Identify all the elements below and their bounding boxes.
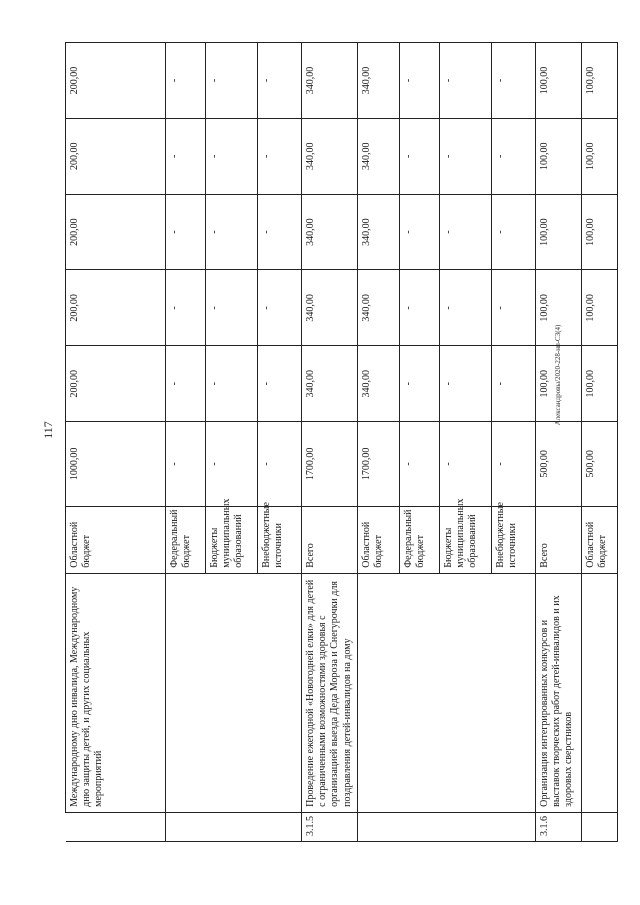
total-amount: -	[258, 422, 302, 507]
year-3-amount: 200,00	[66, 194, 166, 270]
year-1-amount: -	[258, 346, 302, 422]
year-4-amount: 100,00	[581, 118, 617, 194]
year-3-amount: -	[166, 194, 206, 270]
table-body	[66, 43, 618, 842]
year-2-amount: -	[491, 270, 535, 346]
activity-name	[357, 573, 399, 812]
year-4-amount: 340,00	[302, 118, 358, 194]
year-1-amount: -	[491, 346, 535, 422]
year-3-amount: -	[491, 194, 535, 270]
year-5-amount: -	[491, 43, 535, 119]
year-4-amount: -	[206, 118, 258, 194]
row-index: 3.1.5	[302, 812, 358, 841]
year-1-amount: 340,00	[357, 346, 399, 422]
year-5-amount: 100,00	[535, 43, 581, 119]
year-4-amount: 340,00	[357, 118, 399, 194]
total-amount: -	[206, 422, 258, 507]
document-code: Александровы/2020-228-нп-СЗ(4)	[554, 324, 562, 426]
year-2-amount: -	[258, 270, 302, 346]
year-4-amount: 100,00	[535, 118, 581, 194]
year-1-amount: -	[166, 346, 206, 422]
activity-name	[439, 573, 491, 812]
funding-source: Внебюджетные источники	[491, 506, 535, 573]
funding-source: Федеральный бюджет	[166, 506, 206, 573]
funding-source: Федеральный бюджет	[399, 506, 439, 573]
table-row	[357, 43, 399, 842]
total-amount: -	[166, 422, 206, 507]
year-1-amount: -	[399, 346, 439, 422]
year-2-amount: -	[206, 270, 258, 346]
activity-name: Международному дню инвалида, Международному дню защиты детей, и других социальных мероприятий	[66, 573, 166, 812]
funding-source: Областной бюджет	[581, 506, 617, 573]
total-amount: 500,00	[581, 422, 617, 507]
total-amount: 1700,00	[357, 422, 399, 507]
table-row	[439, 43, 491, 842]
table-row	[166, 43, 206, 842]
funding-source: Бюджеты муниципальных образований	[206, 506, 258, 573]
row-index	[166, 812, 206, 841]
year-4-amount: -	[439, 118, 491, 194]
year-5-amount: 340,00	[302, 43, 358, 119]
year-2-amount: 200,00	[66, 270, 166, 346]
budget-table	[65, 42, 618, 842]
year-1-amount: -	[439, 346, 491, 422]
funding-source: Бюджеты муниципальных образований	[439, 506, 491, 573]
year-3-amount: -	[399, 194, 439, 270]
table-row	[491, 43, 535, 842]
year-2-amount: -	[439, 270, 491, 346]
row-index	[357, 812, 399, 841]
year-3-amount: -	[206, 194, 258, 270]
year-5-amount: -	[206, 43, 258, 119]
total-amount: 1000,00	[66, 422, 166, 507]
year-1-amount: 340,00	[302, 346, 358, 422]
year-1-amount: 100,00	[535, 346, 581, 422]
table-row	[399, 43, 439, 842]
activity-name	[166, 573, 206, 812]
table-row	[535, 43, 581, 842]
row-index	[206, 812, 258, 841]
total-amount: 500,00	[535, 422, 581, 507]
funding-source: Областной бюджет	[357, 506, 399, 573]
table-row	[206, 43, 258, 842]
year-1-amount: 100,00	[581, 346, 617, 422]
row-index: 3.1.6	[535, 812, 581, 841]
year-1-amount: 200,00	[66, 346, 166, 422]
row-index	[66, 812, 166, 841]
row-index	[581, 812, 617, 841]
row-index	[258, 812, 302, 841]
year-4-amount: -	[399, 118, 439, 194]
row-index	[399, 812, 439, 841]
funding-source: Всего	[535, 506, 581, 573]
year-2-amount: 340,00	[302, 270, 358, 346]
year-3-amount: 100,00	[535, 194, 581, 270]
total-amount: -	[399, 422, 439, 507]
activity-name	[206, 573, 258, 812]
activity-name	[258, 573, 302, 812]
activity-name	[399, 573, 439, 812]
year-5-amount: -	[258, 43, 302, 119]
year-3-amount: 340,00	[302, 194, 358, 270]
row-index	[439, 812, 491, 841]
year-1-amount: -	[206, 346, 258, 422]
year-2-amount: 100,00	[535, 270, 581, 346]
year-4-amount: -	[258, 118, 302, 194]
year-5-amount: 100,00	[581, 43, 617, 119]
year-3-amount: 340,00	[357, 194, 399, 270]
activity-name	[491, 573, 535, 812]
total-amount: -	[491, 422, 535, 507]
table-row	[581, 43, 617, 842]
table-row	[258, 43, 302, 842]
total-amount: 1700,00	[302, 422, 358, 507]
table-row	[302, 43, 358, 842]
year-2-amount: 100,00	[581, 270, 617, 346]
year-5-amount: -	[166, 43, 206, 119]
funding-source: Внебюджетные источники	[258, 506, 302, 573]
activity-name	[581, 573, 617, 812]
activity-name: Проведение ежегодной «Новогодней елки» для детей с ограниченными возможностями здоровья с организацией выезда Деда Мороза и Снегурочки для поздравления детей-инвалидов на дому	[302, 573, 358, 812]
year-5-amount: 340,00	[357, 43, 399, 119]
year-2-amount: 340,00	[357, 270, 399, 346]
activity-name: Организация интегрированных конкурсов и выставок творческих работ детей-инвалидов и их здоровых сверстников	[535, 573, 581, 812]
year-4-amount: -	[491, 118, 535, 194]
year-4-amount: -	[166, 118, 206, 194]
year-2-amount: -	[166, 270, 206, 346]
row-index	[491, 812, 535, 841]
year-3-amount: -	[439, 194, 491, 270]
year-2-amount: -	[399, 270, 439, 346]
year-3-amount: 100,00	[581, 194, 617, 270]
funding-source: Всего	[302, 506, 358, 573]
year-5-amount: -	[439, 43, 491, 119]
total-amount: -	[439, 422, 491, 507]
year-3-amount: -	[258, 194, 302, 270]
table-row	[66, 43, 166, 842]
funding-source: Областной бюджет	[66, 506, 166, 573]
year-5-amount: -	[399, 43, 439, 119]
year-5-amount: 200,00	[66, 43, 166, 119]
year-4-amount: 200,00	[66, 118, 166, 194]
page-number: 117	[41, 421, 55, 439]
